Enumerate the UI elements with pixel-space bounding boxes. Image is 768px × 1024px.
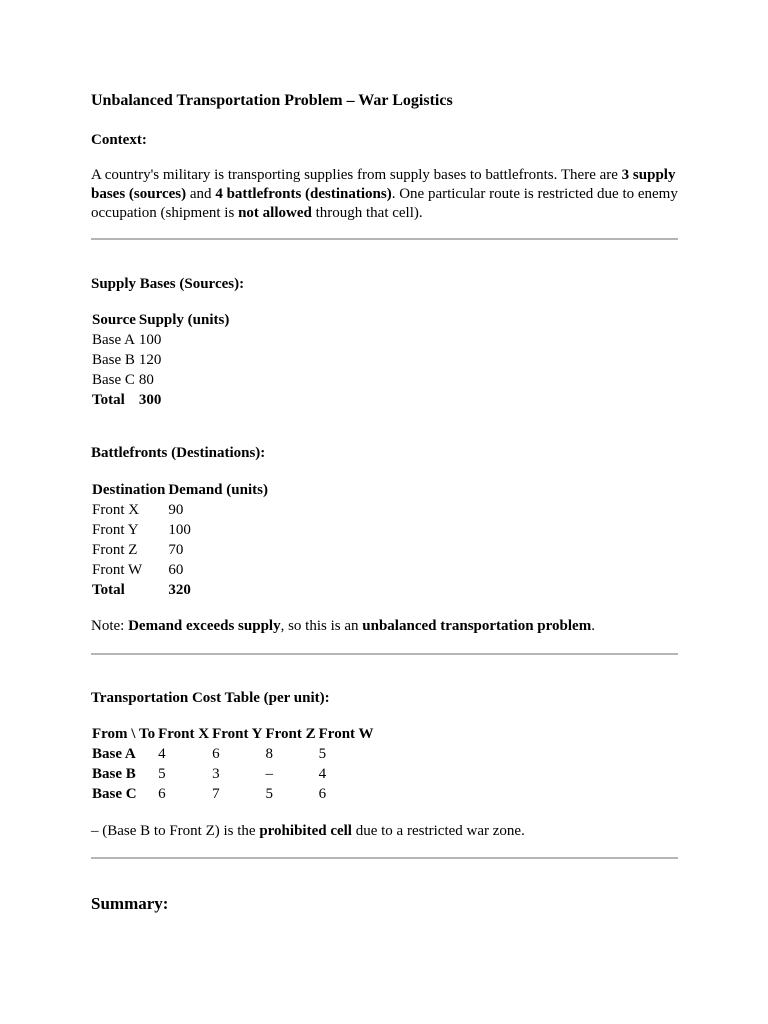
- cost-cell: 5: [158, 766, 166, 782]
- cost-cell-prohibited: –: [265, 766, 273, 782]
- demand-total-value: 320: [168, 582, 191, 598]
- demand-cell: Front Y: [92, 522, 139, 538]
- cost-cell: 4: [158, 746, 166, 762]
- context-segment: not allowed: [238, 205, 312, 221]
- supply-cell: 80: [138, 372, 154, 388]
- summary-heading: Summary:: [91, 894, 169, 913]
- cost-table-container: [91, 724, 681, 804]
- cost-col-header: Front X: [158, 726, 210, 742]
- supply-cell: Base B: [92, 352, 135, 368]
- demand-cell: 90: [168, 502, 184, 518]
- divider-2: [91, 653, 678, 655]
- demand-col-units: Demand (units): [168, 482, 268, 498]
- cost-heading: Transportation Cost Table (per unit):: [91, 690, 330, 706]
- document-title: Unbalanced Transportation Problem – War Logistics: [91, 92, 453, 109]
- prohibited-note-segment: prohibited cell: [259, 823, 352, 839]
- supply-col-units: Supply (units): [138, 312, 230, 328]
- supply-cell: 120: [138, 352, 162, 368]
- context-segment: through that cell).: [311, 205, 423, 221]
- cost-cell: 4: [318, 766, 327, 782]
- table-row: [91, 370, 231, 390]
- cost-cell: 5: [265, 786, 273, 802]
- cost-col-header: Front W: [318, 726, 374, 742]
- supply-total-label: Total: [92, 392, 125, 408]
- cost-cell: 6: [158, 786, 166, 802]
- demand-table: [91, 480, 270, 600]
- context-segment: A country's military is transporting supplies from supply bases to battlefronts. There are: [91, 167, 622, 183]
- divider-3: [91, 857, 678, 859]
- context-segment: . One particular route is restricted due to enemy occupation (shipment is: [91, 186, 678, 221]
- note-segment: , so this is an: [280, 618, 363, 634]
- supply-table-container: [91, 310, 681, 410]
- demand-cell: 100: [168, 522, 191, 538]
- context-segment: 3 supply bases (sources): [91, 167, 676, 202]
- table-row: [91, 560, 270, 580]
- demand-cell: 60: [168, 562, 184, 578]
- supply-total-value: 300: [138, 392, 162, 408]
- table-row: [91, 540, 270, 560]
- demand-col-destination: Destination: [92, 482, 166, 498]
- context-paragraph: [91, 166, 681, 223]
- note-paragraph: [91, 617, 681, 636]
- supply-total-row: [91, 390, 231, 410]
- cost-cell: 6: [212, 746, 220, 762]
- context-text: [91, 166, 681, 223]
- context-segment: 4 battlefronts (destinations): [215, 186, 392, 202]
- cost-col-header: Front Y: [212, 726, 263, 742]
- cost-row-label: Base C: [92, 786, 137, 802]
- table-row: [91, 500, 270, 520]
- cost-col-header: Front Z: [265, 726, 316, 742]
- prohibited-note-paragraph: [91, 822, 681, 841]
- demand-total-label: Total: [92, 582, 125, 598]
- cost-cell: 8: [265, 746, 273, 762]
- cost-cell: 6: [318, 786, 327, 802]
- table-row: [91, 330, 231, 350]
- table-row: [91, 764, 376, 784]
- cost-cell: 5: [318, 746, 327, 762]
- note-text: [91, 617, 681, 636]
- supply-cell: Base C: [92, 372, 135, 388]
- demand-cell: Front Z: [92, 542, 138, 558]
- supply-table: [91, 310, 231, 410]
- demand-cell: Front W: [92, 562, 143, 578]
- supply-col-source: Source: [92, 312, 136, 328]
- table-row: [91, 784, 376, 804]
- note-segment: unbalanced transportation problem: [362, 618, 592, 634]
- context-segment: and: [186, 186, 216, 202]
- context-heading: Context:: [91, 132, 147, 148]
- table-row: [91, 350, 231, 370]
- cost-col-header: From \ To: [92, 726, 156, 742]
- demand-cell: Front X: [92, 502, 140, 518]
- prohibited-note-text: [91, 822, 681, 841]
- cost-cell: 3: [212, 766, 220, 782]
- divider-1: [91, 238, 678, 240]
- cost-row-label: Base A: [92, 746, 136, 762]
- table-row: [91, 520, 270, 540]
- cost-row-label: Base B: [92, 766, 136, 782]
- demand-cell: 70: [168, 542, 184, 558]
- cost-table: [91, 724, 376, 804]
- cost-cell: 7: [212, 786, 220, 802]
- table-row: [91, 744, 376, 764]
- supply-cell: Base A: [92, 332, 135, 348]
- supply-heading: Supply Bases (Sources):: [91, 276, 245, 292]
- demand-table-container: [91, 480, 681, 600]
- note-segment: Note:: [91, 618, 129, 634]
- demand-heading: Battlefronts (Destinations):: [91, 445, 266, 461]
- demand-total-row: [91, 580, 270, 600]
- note-segment: Demand exceeds supply: [128, 618, 281, 634]
- prohibited-note-segment: – (Base B to Front Z) is the: [91, 823, 260, 839]
- note-segment: .: [591, 618, 595, 634]
- supply-cell: 100: [138, 332, 162, 348]
- prohibited-note-segment: due to a restricted war zone.: [351, 823, 525, 839]
